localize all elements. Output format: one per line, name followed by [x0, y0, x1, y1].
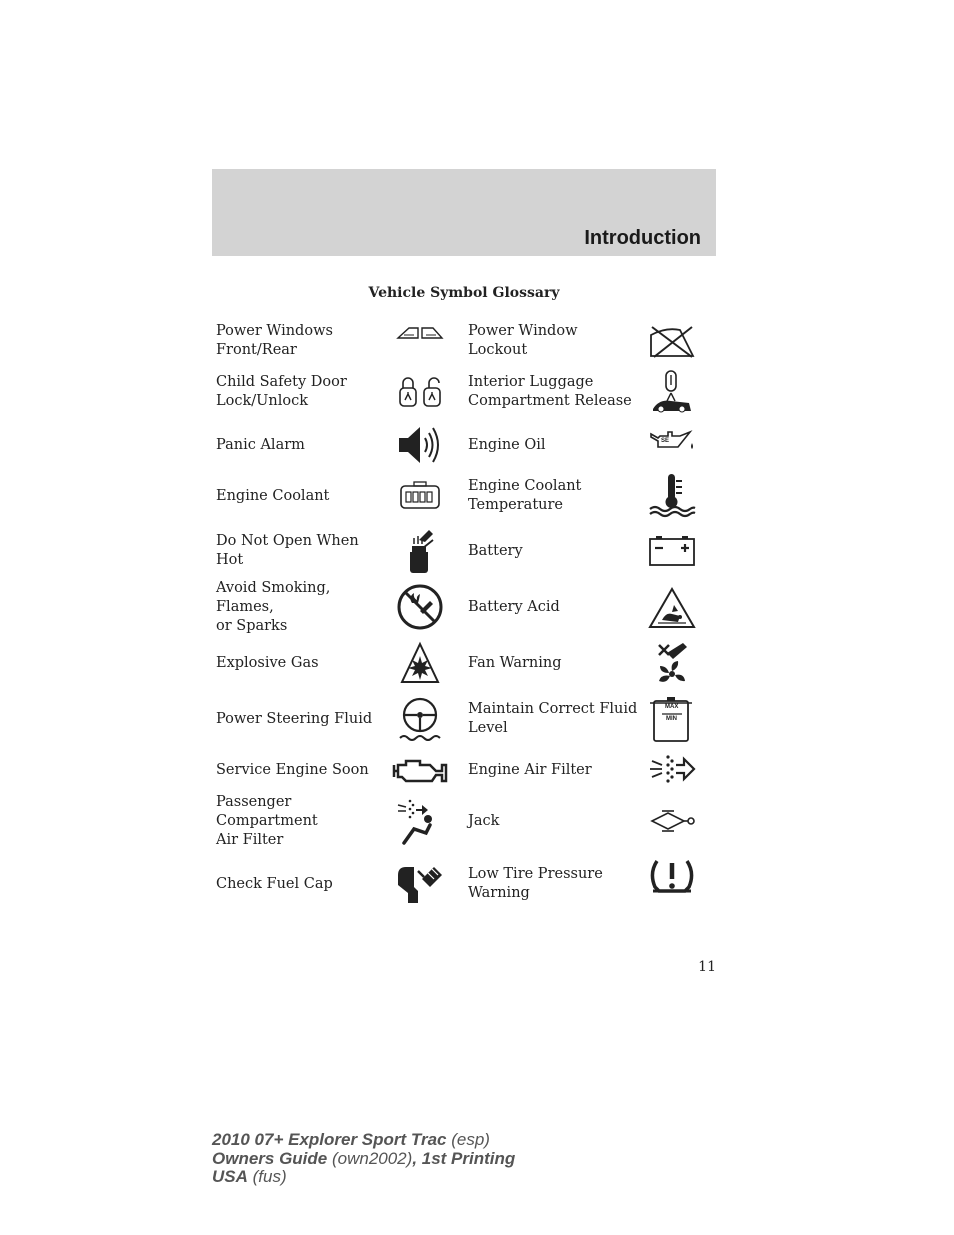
fluid-level-icon: [642, 694, 702, 744]
glossary-label: Fan Warning: [468, 654, 562, 671]
glossary-label: Battery Acid: [468, 598, 560, 615]
glossary-row: [212, 856, 716, 912]
glossary-label: Low Tire Pressure Warning: [468, 866, 603, 901]
glossary-label: Child Safety Door Lock/Unlock: [216, 374, 347, 409]
tire-pressure-icon: [642, 852, 702, 900]
engine-oil-icon: [642, 424, 702, 458]
footer-market: USA: [212, 1167, 248, 1186]
jack-icon: [642, 798, 702, 844]
glossary-label: Service Engine Soon: [216, 761, 369, 778]
glossary-row: [212, 474, 716, 518]
explosive-gas-icon: [392, 640, 448, 686]
glossary-label: Engine Coolant: [216, 487, 330, 504]
footer-market-code: (fus): [247, 1167, 287, 1186]
glossary-label: Maintain Correct Fluid Level: [468, 701, 638, 736]
glossary-label: Passenger Compartment Air Filter: [216, 793, 318, 848]
glossary-label: Explosive Gas: [216, 654, 319, 671]
power-steering-icon: [392, 694, 448, 744]
footer-guide-code: (own2002): [327, 1148, 413, 1168]
glossary-label: Power Steering Fluid: [216, 710, 373, 727]
glossary-label: Do Not Open When Hot: [216, 533, 359, 568]
section-title: Introduction: [584, 227, 701, 249]
glossary-row: [212, 640, 716, 688]
do-not-open-hot-icon: [392, 528, 448, 574]
glossary-label: Battery: [468, 542, 523, 559]
glossary-row: [212, 694, 716, 746]
battery-icon: [642, 528, 702, 574]
battery-acid-icon: [642, 584, 702, 632]
footer-model: 2010 07+ Explorer Sport Trac: [212, 1130, 447, 1149]
power-windows-icon: [392, 320, 448, 346]
footer-printing: , 1st Printing: [412, 1148, 516, 1168]
glossary-label: Avoid Smoking, Flames, or Sparks: [216, 579, 331, 634]
glossary-row: [212, 750, 716, 790]
glossary-row: [212, 424, 716, 468]
footer-guide: Owners Guide: [212, 1148, 328, 1168]
cabin-air-filter-icon: [392, 798, 448, 846]
glossary-row: [212, 528, 716, 574]
glossary-title: Vehicle Symbol Glossary: [368, 285, 560, 301]
glossary-label: Panic Alarm: [216, 436, 305, 453]
glossary-label: Engine Air Filter: [468, 761, 592, 778]
glossary-row: [212, 320, 716, 362]
page-number: 11: [698, 959, 716, 975]
panic-alarm-icon: [392, 424, 448, 466]
glossary-label: Power Window Lockout: [468, 323, 578, 358]
glossary-row: [212, 793, 716, 848]
glossary-row: [212, 579, 716, 634]
glossary-label: Interior Luggage Compartment Release: [468, 374, 632, 409]
luggage-release-icon: [642, 368, 702, 416]
section-header-band: [212, 169, 716, 256]
coolant-temp-icon: [642, 470, 702, 518]
no-smoking-icon: [392, 582, 448, 632]
fluid-level-max-text: MAX: [665, 704, 679, 710]
child-lock-icon: [392, 372, 448, 412]
footer: [212, 1131, 515, 1187]
engine-coolant-icon: [392, 474, 448, 518]
footer-model-code: (esp): [446, 1130, 490, 1149]
fuel-cap-icon: [392, 856, 448, 912]
svg-text:SE: SE: [661, 438, 670, 444]
engine-air-filter-icon: [642, 750, 702, 790]
glossary-label: Engine Oil: [468, 436, 546, 453]
glossary-label: Power Windows Front/Rear: [216, 323, 333, 358]
fan-warning-icon: [642, 640, 702, 688]
glossary-label: Engine Coolant Temperature: [468, 478, 582, 513]
glossary-row: [212, 372, 716, 416]
glossary-label: Check Fuel Cap: [216, 875, 333, 892]
glossary-label: Jack: [468, 812, 500, 829]
window-lockout-icon: [642, 322, 702, 362]
service-engine-icon: [392, 750, 448, 790]
fluid-level-min-text: MIN: [666, 716, 677, 722]
